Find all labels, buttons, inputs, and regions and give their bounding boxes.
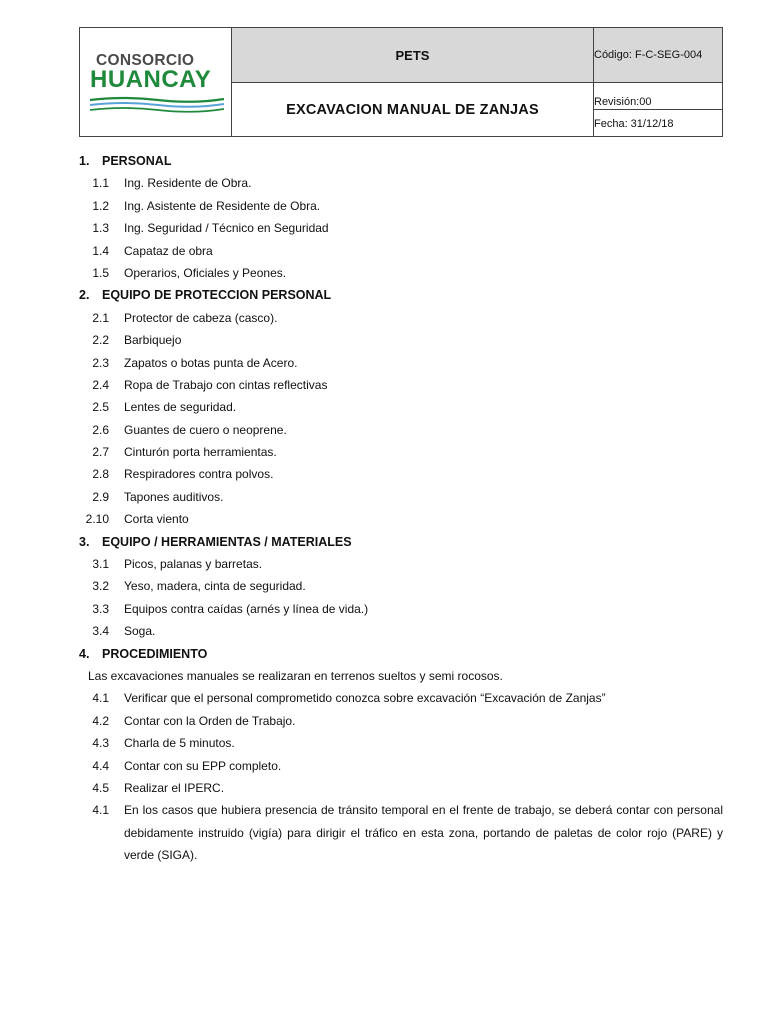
item-number: 1.3 [92,221,109,236]
list-item [79,508,723,530]
item-text: Protector de cabeza (casco). [124,310,278,325]
list-item [79,419,723,441]
item-number: 2.4 [92,377,109,392]
list-item [79,755,723,777]
item-number: 3.1 [92,557,109,572]
section-heading [79,643,723,665]
item-text: Ropa de Trabajo con cintas reflectivas [124,377,328,392]
section-title: EQUIPO / HERRAMIENTAS / MATERIALES [102,534,352,549]
item-text: En los casos que hubiera presencia de tránsito temporal en el frente de trabajo, se deberá contar con personal debidamente instruido (vigía) para dirigir el tráfico en esta zona, portando de paletas de color rojo (PARE) y verde (SIGA). [124,803,723,863]
item-text: Ing. Residente de Obra. [124,176,252,191]
item-number: 1.1 [92,176,109,191]
section-heading [79,284,723,306]
list-item [79,396,723,418]
item-number: 2.10 [85,512,109,527]
item-number: 4.3 [92,736,109,751]
section-intro: Las excavaciones manuales se realizaran en terrenos sueltos y semi rocosos. [88,668,503,683]
list-item [79,441,723,463]
item-text: Operarios, Oficiales y Peones. [124,265,287,280]
list-item [79,620,723,642]
item-number: 1.2 [92,198,109,213]
list-item [79,463,723,485]
item-text: Capataz de obra [124,243,213,258]
item-number: 2.3 [92,355,109,370]
item-text: Barbiquejo [124,333,182,348]
item-text: Soga. [124,624,156,639]
item-number: 3.4 [92,624,109,639]
section-heading [79,150,723,172]
logo-line-2: HUANCAY [90,66,212,93]
document-revision: Revisión:00 [594,83,722,110]
item-number: 2.6 [92,422,109,437]
item-text: Verificar que el personal comprometido conozca sobre excavación “Excavación de Zanjas” [124,691,606,706]
item-number: 2.1 [92,310,109,325]
section-number: 1. [79,154,90,168]
list-item [79,307,723,329]
item-text: Tapones auditivos. [124,489,224,504]
item-number: 2.5 [92,400,109,415]
list-item [79,486,723,508]
list-item [79,172,723,194]
document-body [79,150,723,867]
list-item [79,710,723,732]
item-number: 4.1 [92,691,109,706]
item-text: Ing. Seguridad / Técnico en Seguridad [124,221,329,236]
item-number: 2.2 [92,333,109,348]
item-number: 1.5 [92,265,109,280]
section-title: EQUIPO DE PROTECCION PERSONAL [102,288,332,303]
item-text: Respiradores contra polvos. [124,467,274,482]
logo-waves-icon [88,96,226,116]
item-number: 2.8 [92,467,109,482]
list-item [79,687,723,709]
item-text: Equipos contra caídas (arnés y línea de vida.) [124,601,369,616]
section-title: PROCEDIMIENTO [102,646,208,661]
item-text: Lentes de seguridad. [124,400,237,415]
item-number: 4.2 [92,713,109,728]
item-text: Picos, palanas y barretas. [124,557,263,572]
item-number: 3.2 [92,579,109,594]
list-item [79,575,723,597]
item-number: 4.5 [92,780,109,795]
item-number: 1.4 [92,243,109,258]
list-item [79,240,723,262]
item-number: 3.3 [92,601,109,616]
list-item [79,777,723,799]
logo-line-1: CONSORCIO [96,52,195,69]
document-title: EXCAVACION MANUAL DE ZANJAS [232,83,594,136]
list-item [79,217,723,239]
section-number: 3. [79,534,90,549]
list-item [79,374,723,396]
item-text: Ing. Asistente de Residente de Obra. [124,198,321,213]
list-item [79,329,723,351]
item-text: Contar con su EPP completo. [124,758,282,773]
list-item [79,598,723,620]
section-title: PERSONAL [102,154,172,168]
section-heading [79,531,723,553]
logo-cell [80,28,232,136]
section-number: 4. [79,646,90,661]
section-number: 2. [79,288,90,303]
doc-type: PETS [232,28,594,83]
list-item [79,553,723,575]
item-text: Contar con la Orden de Trabajo. [124,713,296,728]
item-text: Corta viento [124,512,189,527]
item-number: 4.4 [92,758,109,773]
list-item [79,732,723,754]
company-logo [88,52,226,116]
item-text: Yeso, madera, cinta de seguridad. [124,579,306,594]
item-number: 4.1 [92,803,109,818]
item-text: Realizar el IPERC. [124,780,225,795]
list-item [79,262,723,284]
item-text: Charla de 5 minutos. [124,736,235,751]
list-item [79,195,723,217]
document-header [79,27,723,137]
item-text: Zapatos o botas punta de Acero. [124,355,298,370]
item-number: 2.7 [92,445,109,460]
list-item [79,799,723,866]
item-number: 2.9 [92,489,109,504]
document-code: Código: F-C-SEG-004 [594,28,722,83]
item-text: Cinturón porta herramientas. [124,445,277,460]
item-text: Guantes de cuero o neoprene. [124,422,287,437]
document-date: Fecha: 31/12/18 [594,118,674,130]
list-item [79,352,723,374]
